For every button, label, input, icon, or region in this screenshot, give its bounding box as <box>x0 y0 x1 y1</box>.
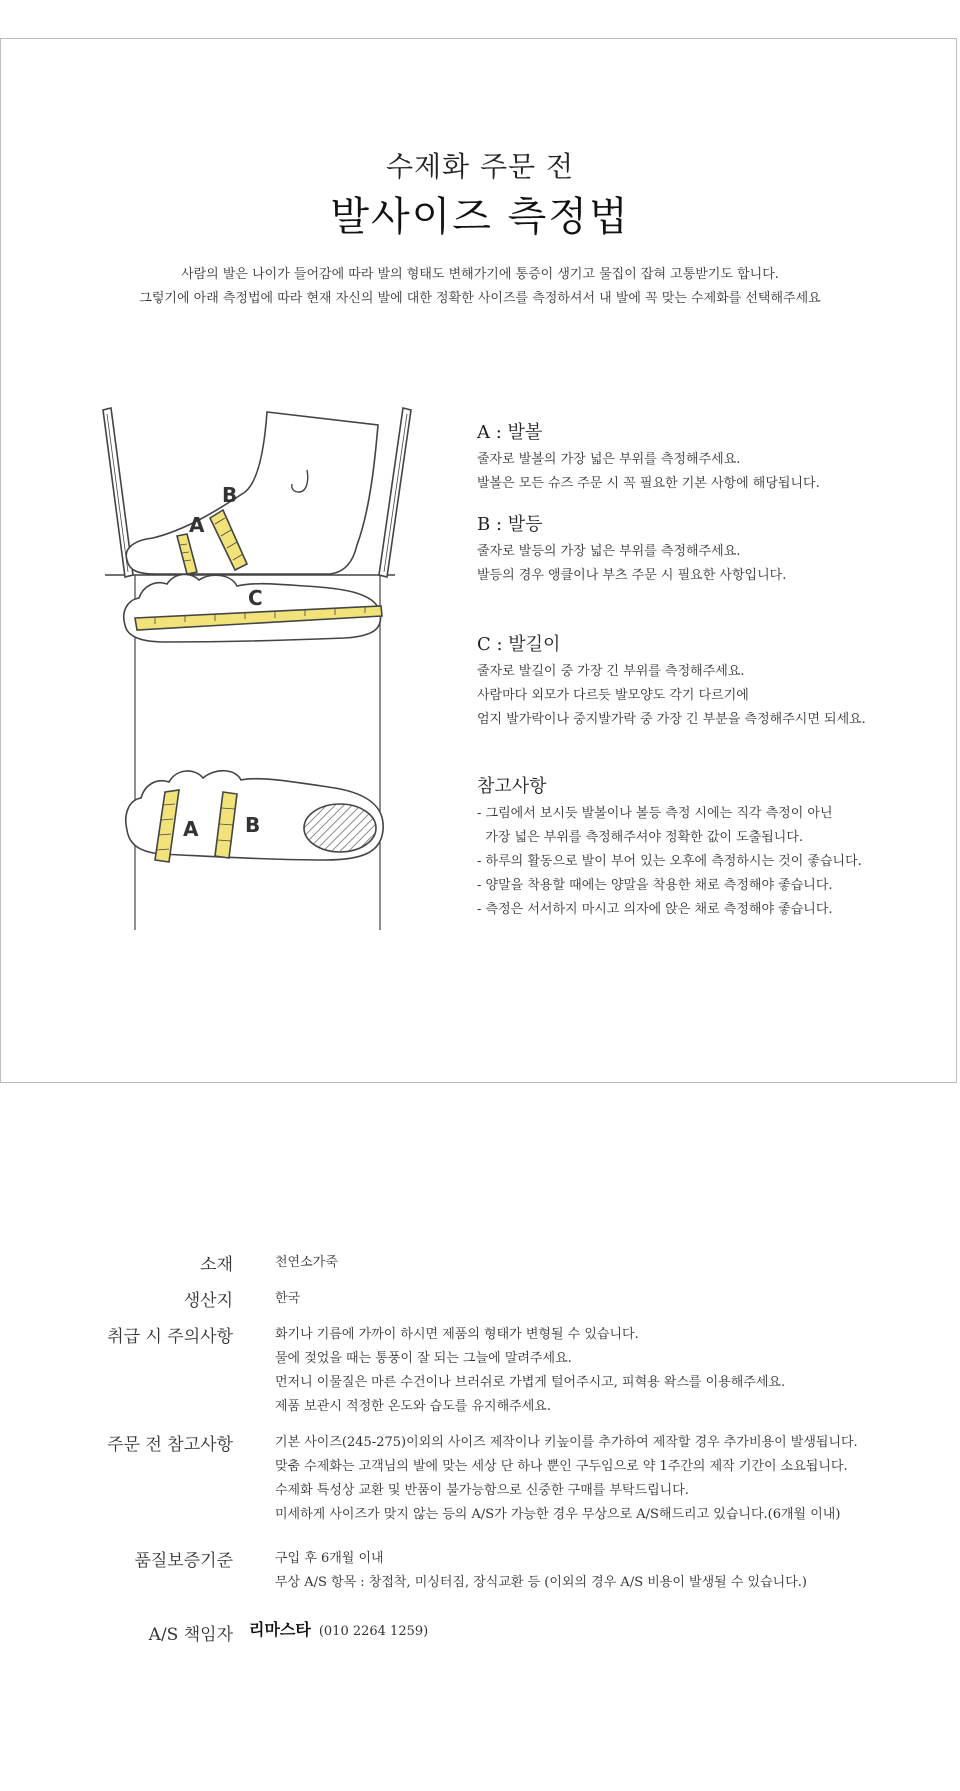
section-a-line-1: 줄자로 발볼의 가장 넓은 부위를 측정해주세요. <box>477 452 741 467</box>
section-b-title: B : 발등 <box>477 514 543 535</box>
spec-origin-label: 생산지 <box>183 1291 233 1311</box>
section-notes-line-5: - 측정은 서서하지 마시고 의자에 앉은 채로 측정해야 좋습니다. <box>477 902 833 917</box>
as-contact-name: 리마스타 <box>249 1620 311 1639</box>
intro-text <box>0 263 960 311</box>
spec-origin-value: 한국 <box>275 1291 301 1306</box>
section-notes-line-2: 가장 넓은 부위를 측정해주셔야 정확한 값이 도출됩니다. <box>477 830 804 845</box>
spec-material-value: 천연소가죽 <box>275 1255 338 1270</box>
section-a-title: A : 발볼 <box>477 422 543 443</box>
section-notes-line-3: - 하루의 활동으로 발이 부어 있는 오후에 측정하시는 것이 좋습니다. <box>477 854 862 869</box>
spec-care-line-2: 물에 젖었을 때는 통풍이 잘 되는 그늘에 말려주세요. <box>275 1351 572 1366</box>
spec-care-label: 취급 시 주의사항 <box>107 1327 233 1347</box>
as-contact-value <box>232 1618 428 1644</box>
spec-care-line-1: 화기나 기름에 가까이 하시면 제품의 형태가 변형될 수 있습니다. <box>275 1327 639 1342</box>
page-title: 발사이즈 측정법 <box>330 194 630 240</box>
label-b-sole: B <box>245 813 261 837</box>
spec-care-values <box>275 1323 785 1419</box>
section-notes-line-4: - 양말을 착용할 때에는 양말을 착용한 채로 측정해야 좋습니다. <box>477 878 833 893</box>
spec-warranty-label: 품질보증기준 <box>134 1551 233 1571</box>
label-b-side: B <box>222 483 238 507</box>
section-b-line-2: 발등의 경우 앵클이나 부츠 주문 시 필요한 사항입니다. <box>477 568 787 583</box>
spec-material-label: 소재 <box>200 1255 233 1275</box>
label-c-length: C <box>248 586 263 610</box>
section-notes <box>477 772 862 922</box>
spec-order-line-2: 맞춤 수제화는 고객님의 발에 맞는 세상 단 하나 뿐인 구두임으로 약 1주간의 제작 기간이 소요됩니다. <box>275 1459 848 1474</box>
label-a-sole: A <box>183 817 199 841</box>
section-b-line-1: 줄자로 발등의 가장 넓은 부위를 측정해주세요. <box>477 544 741 559</box>
section-a-ball <box>477 418 820 496</box>
intro-line-2: 그렇기에 아래 측정법에 따라 현재 자신의 발에 대한 정확한 사이즈를 측정하셔서 내 발에 꼭 맞는 수제화를 선택해주세요 <box>139 291 821 306</box>
spec-order-line-3: 수제화 특성상 교환 및 반품이 불가능함으로 신중한 구매를 부탁드립니다. <box>275 1483 689 1498</box>
page-subtitle: 수제화 주문 전 <box>385 150 575 183</box>
heel-hatch <box>304 804 376 852</box>
spec-order-line-4: 미세하게 사이즈가 맞지 않는 등의 A/S가 가능한 경우 무상으로 A/S해드리고 있습니다.(6개월 이내) <box>275 1507 841 1522</box>
spec-order-line-1: 기본 사이즈(245-275)이외의 사이즈 제작이나 키높이를 추가하여 제작할 경우 추가비용이 발생됩니다. <box>275 1435 858 1450</box>
spec-order-notes-label: 주문 전 참고사항 <box>107 1435 233 1455</box>
section-b-instep <box>477 510 786 588</box>
section-a-line-2: 발볼은 모든 슈즈 주문 시 꼭 필요한 기본 사항에 해당됩니다. <box>477 476 820 491</box>
spec-warranty-line-2: 무상 A/S 항목 : 창접착, 미싱터짐, 장식교환 등 (이외의 경우 A/S 비용이 발생될 수 있습니다.) <box>275 1575 807 1590</box>
section-c-length <box>477 630 866 732</box>
intro-line-1: 사람의 발은 나이가 들어감에 따라 발의 형태도 변해가기에 통증이 생기고 물집이 잡혀 고통받기도 합니다. <box>181 267 779 282</box>
section-c-line-1: 줄자로 발길이 중 가장 긴 부위를 측정해주세요. <box>477 664 745 679</box>
spec-order-notes-values <box>275 1431 858 1527</box>
label-a-side: A <box>189 513 205 537</box>
foot-measurement-illustration <box>95 400 425 945</box>
section-notes-line-1: - 그림에서 보시듯 발볼이나 볼등 측정 시에는 직각 측정이 아닌 <box>477 806 833 821</box>
as-contact-phone: (010 2264 1259) <box>318 1624 429 1639</box>
section-c-title: C : 발길이 <box>477 634 561 655</box>
right-ruler <box>379 408 411 577</box>
section-notes-title: 참고사항 <box>477 776 547 797</box>
spec-warranty-values <box>275 1547 807 1595</box>
spec-warranty-line-1: 구입 후 6개월 이내 <box>275 1551 384 1566</box>
as-contact-label: A/S 책임자 <box>148 1625 233 1645</box>
spec-care-line-4: 제품 보관시 적정한 온도와 습도를 유지해주세요. <box>275 1399 551 1414</box>
foot-side-view <box>126 412 378 574</box>
section-c-line-3: 엄지 발가락이나 중지발가락 중 가장 긴 부분을 측정해주시면 되세요. <box>477 712 866 727</box>
spec-care-line-3: 먼저니 이물질은 마른 수건이나 브러쉬로 가볍게 털어주시고, 피혁용 왁스를 이용해주세요. <box>275 1375 786 1390</box>
section-c-line-2: 사람마다 외모가 다르듯 발모양도 각기 다르기에 <box>477 688 749 703</box>
